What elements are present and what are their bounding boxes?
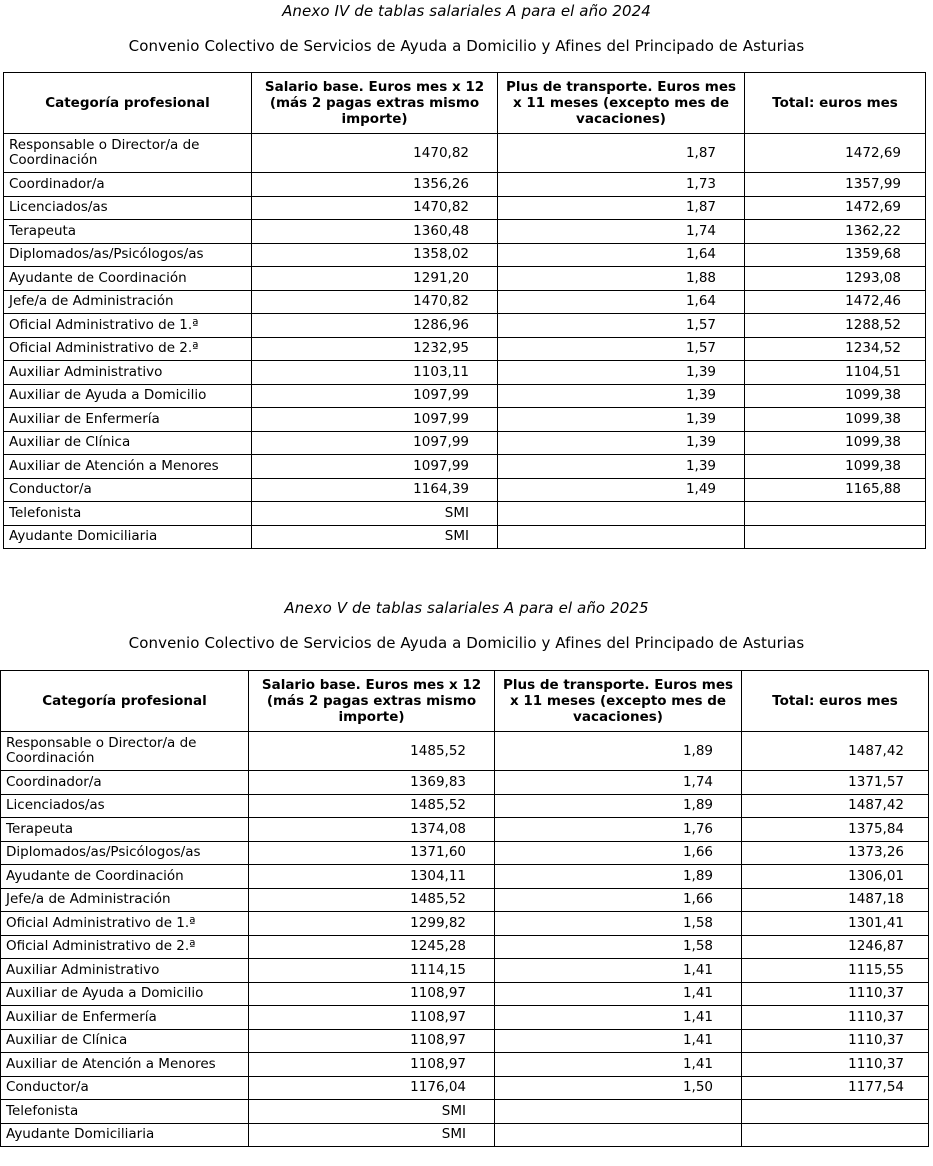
table-row <box>4 361 926 385</box>
base-salary-cell: 1103,11 <box>252 361 498 385</box>
header-category: Categoría profesional <box>4 73 252 134</box>
total-cell: 1359,68 <box>745 243 926 267</box>
transport-bonus-cell: 1,50 <box>495 1076 742 1100</box>
category-cell: Coordinador/a <box>1 771 249 795</box>
transport-bonus-cell: 1,89 <box>495 865 742 889</box>
transport-bonus-cell: 1,39 <box>498 361 745 385</box>
table-row <box>1 818 929 842</box>
header-base-salary: Salario base. Euros mes x 12 (más 2 pagas extras mismo importe) <box>252 73 498 134</box>
category-cell: Conductor/a <box>4 478 252 502</box>
total-cell: 1487,42 <box>742 794 929 818</box>
table-header-row <box>1 671 929 732</box>
salary-table-2024 <box>3 72 926 549</box>
transport-bonus-cell: 1,49 <box>498 478 745 502</box>
base-salary-cell: SMI <box>252 525 498 549</box>
base-salary-cell: 1485,52 <box>249 794 495 818</box>
category-cell: Responsable o Director/a de Coordinación <box>1 732 249 771</box>
table-row <box>1 888 929 912</box>
transport-bonus-cell: 1,57 <box>498 314 745 338</box>
category-cell: Telefonista <box>4 502 252 526</box>
category-cell: Oficial Administrativo de 2.ª <box>1 935 249 959</box>
total-cell: 1357,99 <box>745 173 926 197</box>
total-cell: 1288,52 <box>745 314 926 338</box>
category-cell: Auxiliar de Clínica <box>4 431 252 455</box>
table-row <box>4 502 926 526</box>
base-salary-cell: 1176,04 <box>249 1076 495 1100</box>
category-cell: Ayudante Domiciliaria <box>4 525 252 549</box>
category-cell: Licenciados/as <box>4 196 252 220</box>
transport-bonus-cell: 1,39 <box>498 408 745 432</box>
base-salary-cell: 1470,82 <box>252 290 498 314</box>
transport-bonus-cell: 1,74 <box>495 771 742 795</box>
category-cell: Oficial Administrativo de 1.ª <box>4 314 252 338</box>
total-cell: 1099,38 <box>745 384 926 408</box>
table-row <box>4 408 926 432</box>
transport-bonus-cell: 1,64 <box>498 290 745 314</box>
transport-bonus-cell: 1,87 <box>498 196 745 220</box>
table-row <box>4 196 926 220</box>
transport-bonus-cell: 1,41 <box>495 1006 742 1030</box>
header-total: Total: euros mes <box>742 671 929 732</box>
table-row <box>1 771 929 795</box>
base-salary-cell: 1356,26 <box>252 173 498 197</box>
total-cell: 1472,69 <box>745 134 926 173</box>
base-salary-cell: 1291,20 <box>252 267 498 291</box>
base-salary-cell: SMI <box>249 1100 495 1124</box>
total-cell: 1234,52 <box>745 337 926 361</box>
base-salary-cell: 1369,83 <box>249 771 495 795</box>
base-salary-cell: 1371,60 <box>249 841 495 865</box>
total-cell: 1177,54 <box>742 1076 929 1100</box>
annex-title: Anexo V de tablas salariales A para el año 2025 <box>284 599 649 617</box>
base-salary-cell: 1164,39 <box>252 478 498 502</box>
agreement-subtitle: Convenio Colectivo de Servicios de Ayuda a Domicilio y Afines del Principado de Asturias <box>128 37 805 55</box>
base-salary-cell: 1485,52 <box>249 732 495 771</box>
annex-v-section <box>0 597 933 1143</box>
total-cell <box>745 525 926 549</box>
total-cell <box>742 1123 929 1147</box>
transport-bonus-cell: 1,41 <box>495 959 742 983</box>
category-cell: Auxiliar de Atención a Menores <box>1 1053 249 1077</box>
transport-bonus-cell <box>498 502 745 526</box>
total-cell: 1487,42 <box>742 732 929 771</box>
category-cell: Responsable o Director/a de Coordinación <box>4 134 252 173</box>
table-row <box>4 478 926 502</box>
table-row <box>1 1029 929 1053</box>
total-cell: 1099,38 <box>745 408 926 432</box>
category-cell: Auxiliar de Ayuda a Domicilio <box>4 384 252 408</box>
transport-bonus-cell: 1,74 <box>498 220 745 244</box>
transport-bonus-cell <box>495 1100 742 1124</box>
transport-bonus-cell: 1,41 <box>495 982 742 1006</box>
base-salary-cell: 1108,97 <box>249 1053 495 1077</box>
transport-bonus-cell: 1,64 <box>498 243 745 267</box>
table-row <box>1 865 929 889</box>
table-row <box>4 243 926 267</box>
total-cell: 1487,18 <box>742 888 929 912</box>
category-cell: Auxiliar de Enfermería <box>4 408 252 432</box>
total-cell: 1472,69 <box>745 196 926 220</box>
table-row <box>4 337 926 361</box>
header-transport-bonus: Plus de transporte. Euros mes x 11 meses (excepto mes de vacaciones) <box>498 73 745 134</box>
category-cell: Conductor/a <box>1 1076 249 1100</box>
base-salary-cell: 1097,99 <box>252 384 498 408</box>
table-row <box>4 220 926 244</box>
transport-bonus-cell: 1,58 <box>495 935 742 959</box>
category-cell: Licenciados/as <box>1 794 249 818</box>
category-cell: Auxiliar de Atención a Menores <box>4 455 252 479</box>
base-salary-cell: 1114,15 <box>249 959 495 983</box>
total-cell: 1104,51 <box>745 361 926 385</box>
transport-bonus-cell: 1,39 <box>498 384 745 408</box>
annex-iv-section <box>0 0 933 545</box>
transport-bonus-cell: 1,89 <box>495 794 742 818</box>
total-cell: 1246,87 <box>742 935 929 959</box>
header-transport-bonus: Plus de transporte. Euros mes x 11 meses (excepto mes de vacaciones) <box>495 671 742 732</box>
transport-bonus-cell <box>498 525 745 549</box>
total-cell: 1110,37 <box>742 1053 929 1077</box>
table-row <box>1 1053 929 1077</box>
table-row <box>4 173 926 197</box>
category-cell: Telefonista <box>1 1100 249 1124</box>
base-salary-cell: 1304,11 <box>249 865 495 889</box>
table-row <box>1 935 929 959</box>
category-cell: Jefe/a de Administración <box>4 290 252 314</box>
total-cell: 1110,37 <box>742 1006 929 1030</box>
table-row <box>1 912 929 936</box>
table-row <box>1 732 929 771</box>
total-cell: 1110,37 <box>742 982 929 1006</box>
transport-bonus-cell: 1,87 <box>498 134 745 173</box>
base-salary-cell: 1358,02 <box>252 243 498 267</box>
table-row <box>4 290 926 314</box>
transport-bonus-cell: 1,66 <box>495 888 742 912</box>
total-cell: 1371,57 <box>742 771 929 795</box>
table-row <box>4 455 926 479</box>
table-row <box>1 794 929 818</box>
table-row <box>4 525 926 549</box>
total-cell: 1472,46 <box>745 290 926 314</box>
category-cell: Auxiliar de Enfermería <box>1 1006 249 1030</box>
total-cell: 1110,37 <box>742 1029 929 1053</box>
base-salary-cell: 1470,82 <box>252 196 498 220</box>
table-row <box>1 1123 929 1147</box>
agreement-subtitle: Convenio Colectivo de Servicios de Ayuda a Domicilio y Afines del Principado de Asturias <box>128 634 805 652</box>
total-cell: 1373,26 <box>742 841 929 865</box>
transport-bonus-cell: 1,89 <box>495 732 742 771</box>
total-cell: 1301,41 <box>742 912 929 936</box>
category-cell: Coordinador/a <box>4 173 252 197</box>
category-cell: Oficial Administrativo de 1.ª <box>1 912 249 936</box>
base-salary-cell: 1360,48 <box>252 220 498 244</box>
base-salary-cell: 1097,99 <box>252 455 498 479</box>
base-salary-cell: 1485,52 <box>249 888 495 912</box>
base-salary-cell: 1286,96 <box>252 314 498 338</box>
base-salary-cell: 1232,95 <box>252 337 498 361</box>
transport-bonus-cell: 1,41 <box>495 1053 742 1077</box>
total-cell: 1165,88 <box>745 478 926 502</box>
base-salary-cell: 1097,99 <box>252 431 498 455</box>
annex-title: Anexo IV de tablas salariales A para el año 2024 <box>282 2 651 20</box>
category-cell: Diplomados/as/Psicólogos/as <box>1 841 249 865</box>
category-cell: Terapeuta <box>4 220 252 244</box>
base-salary-cell: 1108,97 <box>249 1029 495 1053</box>
base-salary-cell: 1097,99 <box>252 408 498 432</box>
total-cell: 1375,84 <box>742 818 929 842</box>
category-cell: Ayudante de Coordinación <box>1 865 249 889</box>
table-row <box>4 314 926 338</box>
transport-bonus-cell: 1,58 <box>495 912 742 936</box>
category-cell: Auxiliar de Ayuda a Domicilio <box>1 982 249 1006</box>
category-cell: Ayudante Domiciliaria <box>1 1123 249 1147</box>
category-cell: Jefe/a de Administración <box>1 888 249 912</box>
table-row <box>1 1006 929 1030</box>
category-cell: Auxiliar de Clínica <box>1 1029 249 1053</box>
salary-table-2025 <box>0 670 929 1147</box>
category-cell: Auxiliar Administrativo <box>1 959 249 983</box>
transport-bonus-cell: 1,57 <box>498 337 745 361</box>
base-salary-cell: 1108,97 <box>249 982 495 1006</box>
table-row <box>1 841 929 865</box>
total-cell <box>745 502 926 526</box>
base-salary-cell: 1108,97 <box>249 1006 495 1030</box>
category-cell: Oficial Administrativo de 2.ª <box>4 337 252 361</box>
category-cell: Auxiliar Administrativo <box>4 361 252 385</box>
header-total: Total: euros mes <box>745 73 926 134</box>
table-row <box>4 134 926 173</box>
base-salary-cell: 1299,82 <box>249 912 495 936</box>
total-cell: 1099,38 <box>745 431 926 455</box>
category-cell: Terapeuta <box>1 818 249 842</box>
table-row <box>4 431 926 455</box>
total-cell: 1115,55 <box>742 959 929 983</box>
table-row <box>1 982 929 1006</box>
base-salary-cell: SMI <box>252 502 498 526</box>
table-row <box>1 959 929 983</box>
table-row <box>1 1076 929 1100</box>
total-cell: 1306,01 <box>742 865 929 889</box>
transport-bonus-cell: 1,66 <box>495 841 742 865</box>
table-row <box>1 1100 929 1124</box>
table-header-row <box>4 73 926 134</box>
table-row <box>4 267 926 291</box>
transport-bonus-cell: 1,76 <box>495 818 742 842</box>
header-category: Categoría profesional <box>1 671 249 732</box>
transport-bonus-cell: 1,88 <box>498 267 745 291</box>
table-row <box>4 384 926 408</box>
transport-bonus-cell: 1,39 <box>498 431 745 455</box>
transport-bonus-cell: 1,39 <box>498 455 745 479</box>
total-cell: 1362,22 <box>745 220 926 244</box>
base-salary-cell: 1470,82 <box>252 134 498 173</box>
transport-bonus-cell: 1,41 <box>495 1029 742 1053</box>
total-cell: 1293,08 <box>745 267 926 291</box>
base-salary-cell: SMI <box>249 1123 495 1147</box>
transport-bonus-cell: 1,73 <box>498 173 745 197</box>
category-cell: Diplomados/as/Psicólogos/as <box>4 243 252 267</box>
transport-bonus-cell <box>495 1123 742 1147</box>
category-cell: Ayudante de Coordinación <box>4 267 252 291</box>
base-salary-cell: 1374,08 <box>249 818 495 842</box>
total-cell: 1099,38 <box>745 455 926 479</box>
header-base-salary: Salario base. Euros mes x 12 (más 2 pagas extras mismo importe) <box>249 671 495 732</box>
total-cell <box>742 1100 929 1124</box>
base-salary-cell: 1245,28 <box>249 935 495 959</box>
